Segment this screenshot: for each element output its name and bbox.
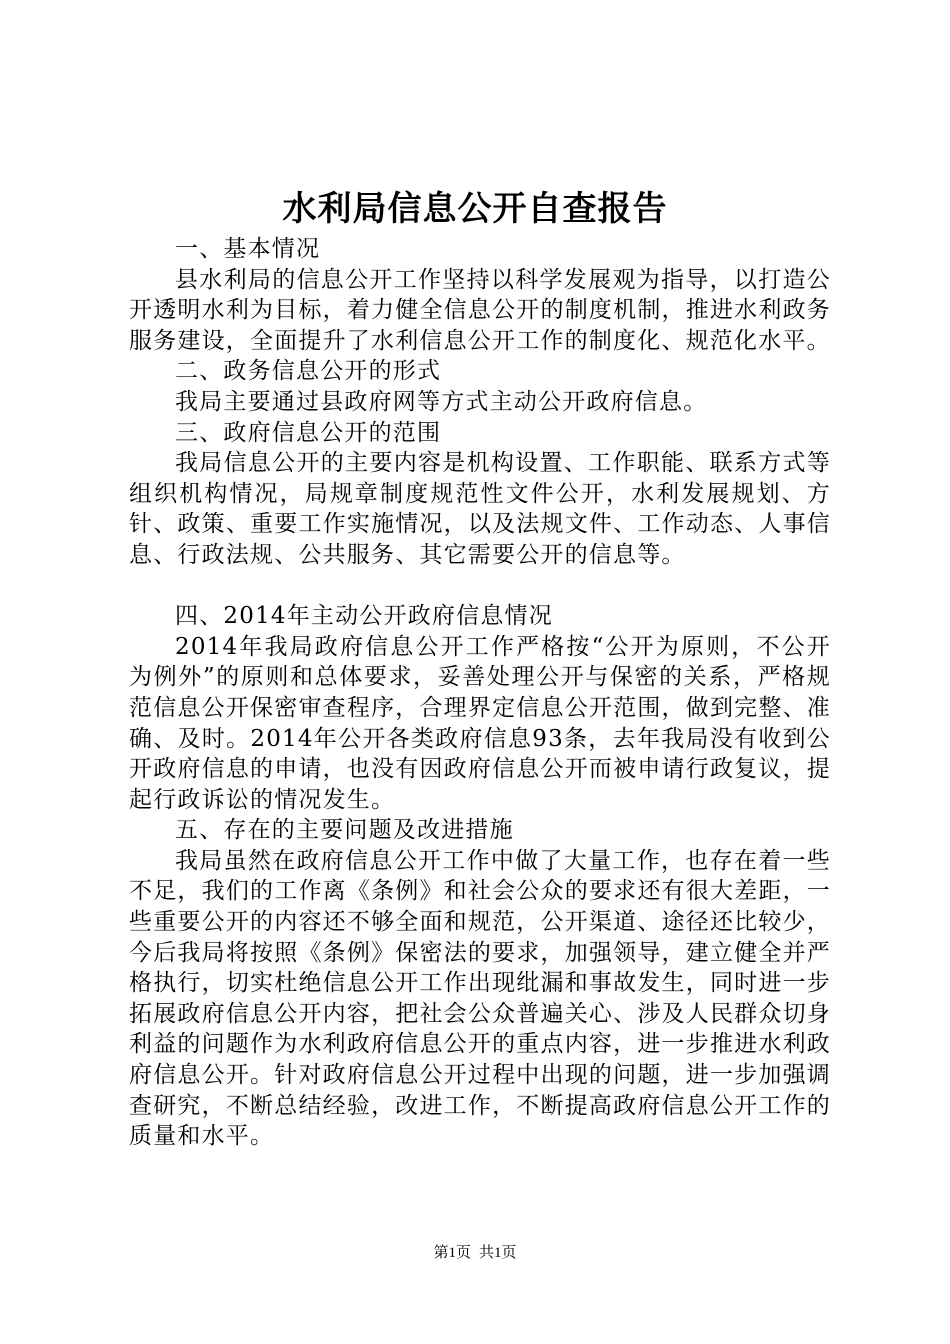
section-heading: 一、基本情况 (175, 236, 321, 262)
section-heading: 三、政府信息公开的范围 (175, 419, 442, 446)
document-body (129, 234, 831, 1152)
section-paragraph: 县水利局的信息公开工作坚持以科学发展观为指导，以打造公开透明水利为目标，着力健全信息公开的制度机制，推进水利政务服务建设，全面提升了水利信息公开工作的制度化、规范化水平。 (129, 266, 831, 354)
page-total: 共1页 (479, 1245, 517, 1261)
section-heading: 二、政务信息公开的形式 (175, 358, 442, 385)
section-heading: 五、存在的主要问题及改进措施 (175, 817, 514, 844)
document-title: 水利局信息公开自查报告 (282, 189, 668, 229)
page-footer (0, 1243, 950, 1263)
paragraph-spacer (129, 571, 831, 602)
page-number: 第1页 (433, 1245, 471, 1261)
section-paragraph: 我局虽然在政府信息公开工作中做了大量工作，也存在着一些不足，我们的工作离《条例》和社会公众的要求还有很大差距，一些重要公开的内容还不够全面和规范，公开渠道、途径还比较少，今后我局将按照《条例》保密法的要求，加强领导，建立健全并严格执行，切实杜绝信息公开工作出现纰漏和事故发生，同时进一步拓展政府信息公开内容，把社会公众普遍关心、涉及人民群众切身利益的问题作为水利政府信息公开的重点内容，进一步推进水利政府信息公开。针对政府信息公开过程中出现的问题，进一步加强调查研究，不断总结经验，改进工作，不断提高政府信息公开工作的质量和水平。 (129, 847, 831, 1150)
section-paragraph: 我局信息公开的主要内容是机构设置、工作职能、联系方式等组织机构情况，局规章制度规范性文件公开，水利发展规划、方针、政策、重要工作实施情况，以及法规文件、工作动态、人事信息、行政法规、公共服务、其它需要公开的信息等。 (129, 450, 831, 568)
section-paragraph: 2014年我局政府信息公开工作严格按“公开为原则，不公开为例外”的原则和总体要求，妥善处理公开与保密的关系，严格规范信息公开保密审查程序，合理界定信息公开范围，做到完整、准确、及时。2014年公开各类政府信息93条，去年我局没有收到公开政府信息的申请，也没有因政府信息公开而被申请行政复议，提起行政诉讼的情况发生。 (129, 633, 831, 813)
section-paragraph: 我局主要通过县政府网等方式主动公开政府信息。 (175, 388, 708, 415)
section-heading: 四、2014年主动公开政府信息情况 (175, 603, 553, 630)
